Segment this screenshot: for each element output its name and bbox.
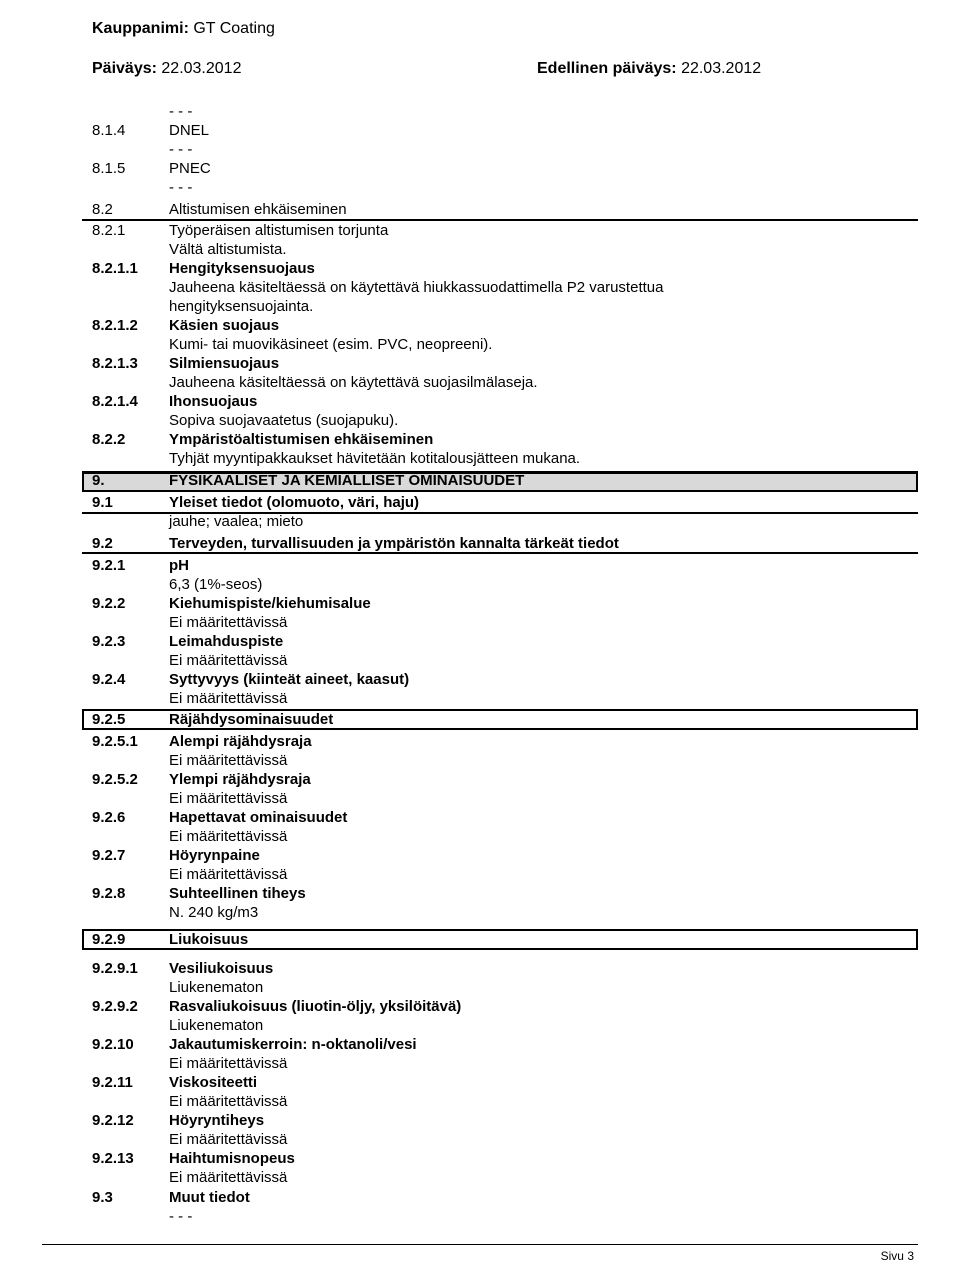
section-heading: PNEC <box>169 160 211 177</box>
section-value: - - - <box>169 1208 193 1225</box>
section-number: 8.2 <box>92 201 113 218</box>
section-heading: Suhteellinen tiheys <box>169 885 306 902</box>
section-heading: Vesiliukoisuus <box>169 960 274 977</box>
section-number: 9. <box>92 472 105 489</box>
section-number: 9.2 <box>92 535 113 552</box>
section-number: 9.2.10 <box>92 1036 134 1053</box>
section-value: Ei määritettävissä <box>169 690 288 707</box>
section-8-2-rule <box>82 219 918 221</box>
section-number: 9.2.5 <box>92 711 126 728</box>
section-number: 9.2.1 <box>92 557 126 574</box>
date-label: Päiväys: <box>92 60 157 77</box>
section-heading: Kiehumispiste/kiehumisalue <box>169 595 371 612</box>
section-value: Liukenematon <box>169 1017 264 1034</box>
section-number: 8.2.1 <box>92 222 126 239</box>
date-value: 22.03.2012 <box>161 60 242 77</box>
section-heading: Ihonsuojaus <box>169 393 258 410</box>
section-number: 9.2.9 <box>92 931 126 948</box>
section-value: N. 240 kg/m3 <box>169 904 259 921</box>
section-value: Ei määritettävissä <box>169 790 288 807</box>
section-heading: Haihtumisnopeus <box>169 1150 295 1167</box>
prev-date-label: Edellinen päiväys: <box>537 60 677 77</box>
section-number: 9.2.4 <box>92 671 126 688</box>
section-value: Jauheena käsiteltäessä on käytettävä hiukkassuodattimella P2 varustettua <box>169 279 664 296</box>
section-value: Ei määritettävissä <box>169 866 288 883</box>
section-value: Jauheena käsiteltäessä on käytettävä suojasilmälaseja. <box>169 374 538 391</box>
section-number: 9.1 <box>92 494 113 511</box>
section-heading: Työperäisen altistumisen torjunta <box>169 222 389 239</box>
section-number: 9.3 <box>92 1189 113 1206</box>
section-number: 8.2.1.4 <box>92 393 138 410</box>
section-value: Ei määritettävissä <box>169 828 288 845</box>
section-value: hengityksensuojainta. <box>169 298 314 315</box>
section-number: 8.2.1.3 <box>92 355 138 372</box>
section-number: 9.2.5.2 <box>92 771 138 788</box>
section-number: 9.2.11 <box>92 1074 133 1091</box>
section-value: Ei määritettävissä <box>169 1055 288 1072</box>
section-value: Ei määritettävissä <box>169 1131 288 1148</box>
section-number: 9.2.12 <box>92 1112 134 1129</box>
section-value: Kumi- tai muovikäsineet (esim. PVC, neopreeni). <box>169 336 493 353</box>
section-heading: Terveyden, turvallisuuden ja ympäristön kannalta tärkeät tiedot <box>169 535 619 552</box>
section-heading: Viskositeetti <box>169 1074 258 1091</box>
header-company <box>92 20 275 38</box>
section-heading: Silmiensuojaus <box>169 355 280 372</box>
section-heading: Käsien suojaus <box>169 317 280 334</box>
section-number: 8.1.5 <box>92 160 126 177</box>
section-heading: DNEL <box>169 122 210 139</box>
section-heading: FYSIKAALISET JA KEMIALLISET OMINAISUUDET <box>169 472 525 489</box>
company-value: GT Coating <box>193 20 275 37</box>
prev-date-value: 22.03.2012 <box>681 60 762 77</box>
page-number: Sivu 3 <box>880 1249 914 1263</box>
section-number: 9.2.13 <box>92 1150 134 1167</box>
section-heading: Liukoisuus <box>169 931 249 948</box>
section-heading: Hengityksensuojaus <box>169 260 315 277</box>
section-value: Ei määritettävissä <box>169 652 288 669</box>
company-label: Kauppanimi: <box>92 20 189 37</box>
section-number: 9.2.6 <box>92 809 126 826</box>
section-value: Liukenematon <box>169 979 264 996</box>
section-heading: Syttyvyys (kiinteät aineet, kaasut) <box>169 671 410 688</box>
section-heading: Höyryntiheys <box>169 1112 265 1129</box>
section-value: Ei määritettävissä <box>169 1093 288 1110</box>
section-value: Ei määritettävissä <box>169 1169 288 1186</box>
section-value: - - - <box>169 141 193 158</box>
section-value: Ei määritettävissä <box>169 752 288 769</box>
footer-rule <box>42 1244 918 1245</box>
header-prev-date <box>537 60 761 78</box>
section-number: 8.1.4 <box>92 122 126 139</box>
section-heading: Höyrynpaine <box>169 847 260 864</box>
section-heading: Leimahduspiste <box>169 633 284 650</box>
section-number: 9.2.2 <box>92 595 126 612</box>
section-value: Vältä altistumista. <box>169 241 287 258</box>
section-heading: Muut tiedot <box>169 1189 250 1206</box>
section-heading: Räjähdysominaisuudet <box>169 711 334 728</box>
section-number: 9.2.9.1 <box>92 960 138 977</box>
section-value: Ei määritettävissä <box>169 614 288 631</box>
section-value: - - - <box>169 179 193 196</box>
section-heading: Altistumisen ehkäiseminen <box>169 201 347 218</box>
section-number: 9.2.3 <box>92 633 126 650</box>
section-number: 9.2.7 <box>92 847 126 864</box>
section-number: 8.2.2 <box>92 431 126 448</box>
section-number: 9.2.5.1 <box>92 733 138 750</box>
section-heading: Alempi räjähdysraja <box>169 733 312 750</box>
section-heading: Rasvaliukoisuus (liuotin-öljy, yksilöitävä) <box>169 998 462 1015</box>
section-number: 9.2.9.2 <box>92 998 138 1015</box>
section-value: 6,3 (1%-seos) <box>169 576 263 593</box>
section-value: Tyhjät myyntipakkaukset hävitetään kotitalousjätteen mukana. <box>169 450 581 467</box>
section-value: Sopiva suojavaatetus (suojapuku). <box>169 412 399 429</box>
section-value: - - - <box>169 103 193 120</box>
section-heading: Ympäristöaltistumisen ehkäiseminen <box>169 431 434 448</box>
section-heading: pH <box>169 557 189 574</box>
section-heading: Hapettavat ominaisuudet <box>169 809 348 826</box>
header-date <box>92 60 241 78</box>
section-number: 9.2.8 <box>92 885 126 902</box>
section-heading: Yleiset tiedot (olomuoto, väri, haju) <box>169 494 420 511</box>
section-number: 8.2.1.1 <box>92 260 138 277</box>
section-number: 8.2.1.2 <box>92 317 138 334</box>
section-value: jauhe; vaalea; mieto <box>169 513 304 530</box>
section-heading: Ylempi räjähdysraja <box>169 771 311 788</box>
section-heading: Jakautumiskerroin: n-oktanoli/vesi <box>169 1036 417 1053</box>
